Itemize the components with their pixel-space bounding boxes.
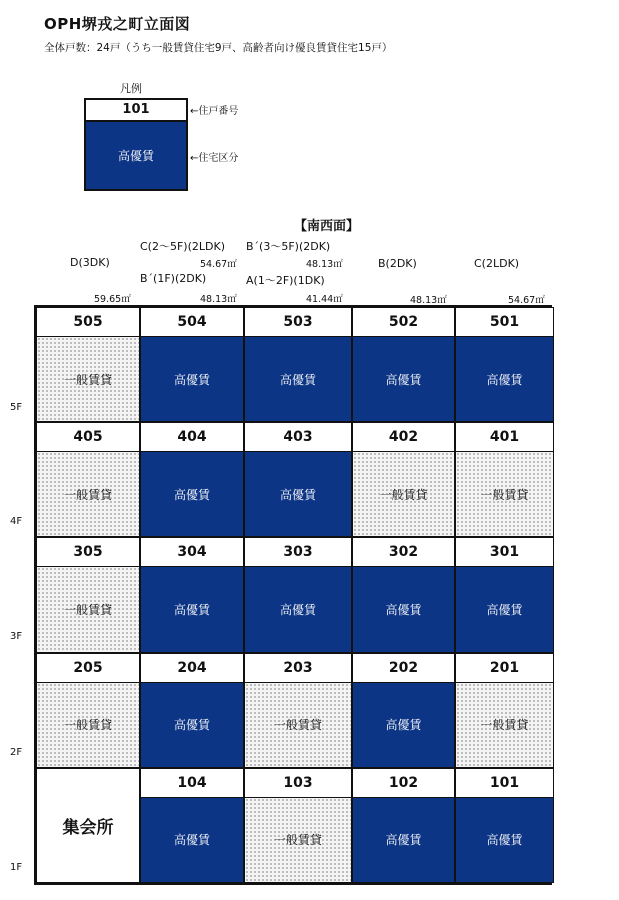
col3-type-lower: A(1～2F)(1DK) (246, 274, 325, 287)
unit-number: 302 (353, 538, 454, 567)
unit-301 (455, 537, 554, 652)
unit-category: 高優賃 (245, 452, 351, 536)
unit-303 (244, 537, 352, 652)
col4-type: B(2DK) (378, 257, 417, 270)
unit-category: 高優賃 (141, 452, 243, 536)
unit-number: 103 (245, 769, 351, 798)
unit-category: 一般賃貸 (245, 683, 351, 767)
col2-type-upper: C(2～5F)(2LDK) (140, 240, 225, 253)
floor-label-4f: 4F (10, 516, 23, 527)
unit-number: 505 (37, 308, 139, 337)
unit-203 (244, 653, 352, 768)
unit-category: 一般賃貸 (353, 452, 454, 536)
legend-category-label: ←住宅区分 (190, 153, 239, 164)
col5-type: C(2LDK) (474, 257, 520, 270)
unit-number: 401 (456, 423, 553, 452)
unit-304 (140, 537, 244, 652)
unit-number: 501 (456, 308, 553, 337)
legend-box (84, 98, 188, 191)
unit-102 (352, 768, 455, 883)
unit-202 (352, 653, 455, 768)
col2-area-lower: 48.13㎡ (200, 294, 237, 305)
unit-number: 504 (141, 308, 243, 337)
col4-area: 48.13㎡ (410, 295, 447, 306)
unit-category: 高優賃 (141, 683, 243, 767)
unit-number: 305 (37, 538, 139, 567)
col3-area-lower: 41.44㎡ (306, 294, 343, 305)
meeting-room-label: 集会所 (62, 817, 114, 838)
col3-type-upper: B´(3～5F)(2DK) (246, 240, 331, 253)
unit-category: 一般賃貸 (245, 798, 351, 882)
floor-label-5f: 5F (10, 402, 23, 413)
unit-number: 205 (37, 654, 139, 683)
unit-category: 高優賃 (141, 798, 243, 882)
unit-204 (140, 653, 244, 768)
col2-type-lower: B´(1F)(2DK) (140, 272, 207, 285)
unit-category: 一般賃貸 (37, 683, 139, 767)
unit-505 (36, 307, 140, 422)
unit-number: 304 (141, 538, 243, 567)
unit-number: 403 (245, 423, 351, 452)
unit-number: 202 (353, 654, 454, 683)
unit-302 (352, 537, 455, 652)
unit-number: 101 (456, 769, 553, 798)
unit-category: 高優賃 (456, 798, 553, 882)
legend-title: 凡例 (120, 82, 142, 95)
unit-category: 高優賃 (353, 567, 454, 651)
unit-category: 高優賃 (353, 337, 454, 421)
unit-503 (244, 307, 352, 422)
col1-type: D(3DK) (70, 256, 110, 269)
unit-405 (36, 422, 140, 537)
unit-number: 405 (37, 423, 139, 452)
floor-label-1f: 1F (10, 862, 23, 873)
col1-area: 59.65㎡ (94, 294, 131, 305)
unit-number: 201 (456, 654, 553, 683)
unit-number: 502 (353, 308, 454, 337)
page-subtitle: 全体戸数：24戸（うち一般賃貸住宅9戸、高齢者向け優良賃貸住宅15戸） (44, 42, 393, 54)
legend-sample-category: 高優賃 (86, 122, 186, 189)
unit-category: 高優賃 (456, 567, 553, 651)
unit-number: 402 (353, 423, 454, 452)
unit-category: 一般賃貸 (456, 683, 553, 767)
section-title: 【南西面】 (294, 219, 360, 234)
unit-103 (244, 768, 352, 883)
unit-category: 高優賃 (141, 337, 243, 421)
unit-403 (244, 422, 352, 537)
legend-unit-number-label: ←住戸番号 (190, 106, 239, 117)
unit-category: 高優賃 (353, 798, 454, 882)
meeting-room (36, 768, 140, 883)
unit-category: 一般賃貸 (456, 452, 553, 536)
unit-number: 203 (245, 654, 351, 683)
unit-category: 高優賃 (141, 567, 243, 651)
unit-501 (455, 307, 554, 422)
unit-number: 204 (141, 654, 243, 683)
page-title: OPH堺戎之町立面図 (44, 15, 191, 33)
unit-404 (140, 422, 244, 537)
unit-205 (36, 653, 140, 768)
unit-number: 102 (353, 769, 454, 798)
unit-504 (140, 307, 244, 422)
unit-104 (140, 768, 244, 883)
unit-category: 高優賃 (353, 683, 454, 767)
unit-401 (455, 422, 554, 537)
unit-101 (455, 768, 554, 883)
col3-area-upper: 48.13㎡ (306, 259, 343, 270)
unit-category: 高優賃 (245, 337, 351, 421)
unit-number: 104 (141, 769, 243, 798)
unit-number: 303 (245, 538, 351, 567)
col5-area: 54.67㎡ (508, 295, 545, 306)
unit-category: 高優賃 (456, 337, 553, 421)
unit-number: 503 (245, 308, 351, 337)
unit-category: 一般賃貸 (37, 567, 139, 651)
unit-category: 高優賃 (245, 567, 351, 651)
unit-category: 一般賃貸 (37, 452, 139, 536)
unit-201 (455, 653, 554, 768)
floor-label-3f: 3F (10, 631, 23, 642)
unit-502 (352, 307, 455, 422)
unit-number: 301 (456, 538, 553, 567)
legend-sample-unit: 101 (86, 100, 186, 122)
unit-number: 404 (141, 423, 243, 452)
col2-area-upper: 54.67㎡ (200, 259, 237, 270)
unit-402 (352, 422, 455, 537)
elevation-grid (34, 305, 552, 885)
unit-category: 一般賃貸 (37, 337, 139, 421)
floor-label-2f: 2F (10, 747, 23, 758)
unit-305 (36, 537, 140, 652)
